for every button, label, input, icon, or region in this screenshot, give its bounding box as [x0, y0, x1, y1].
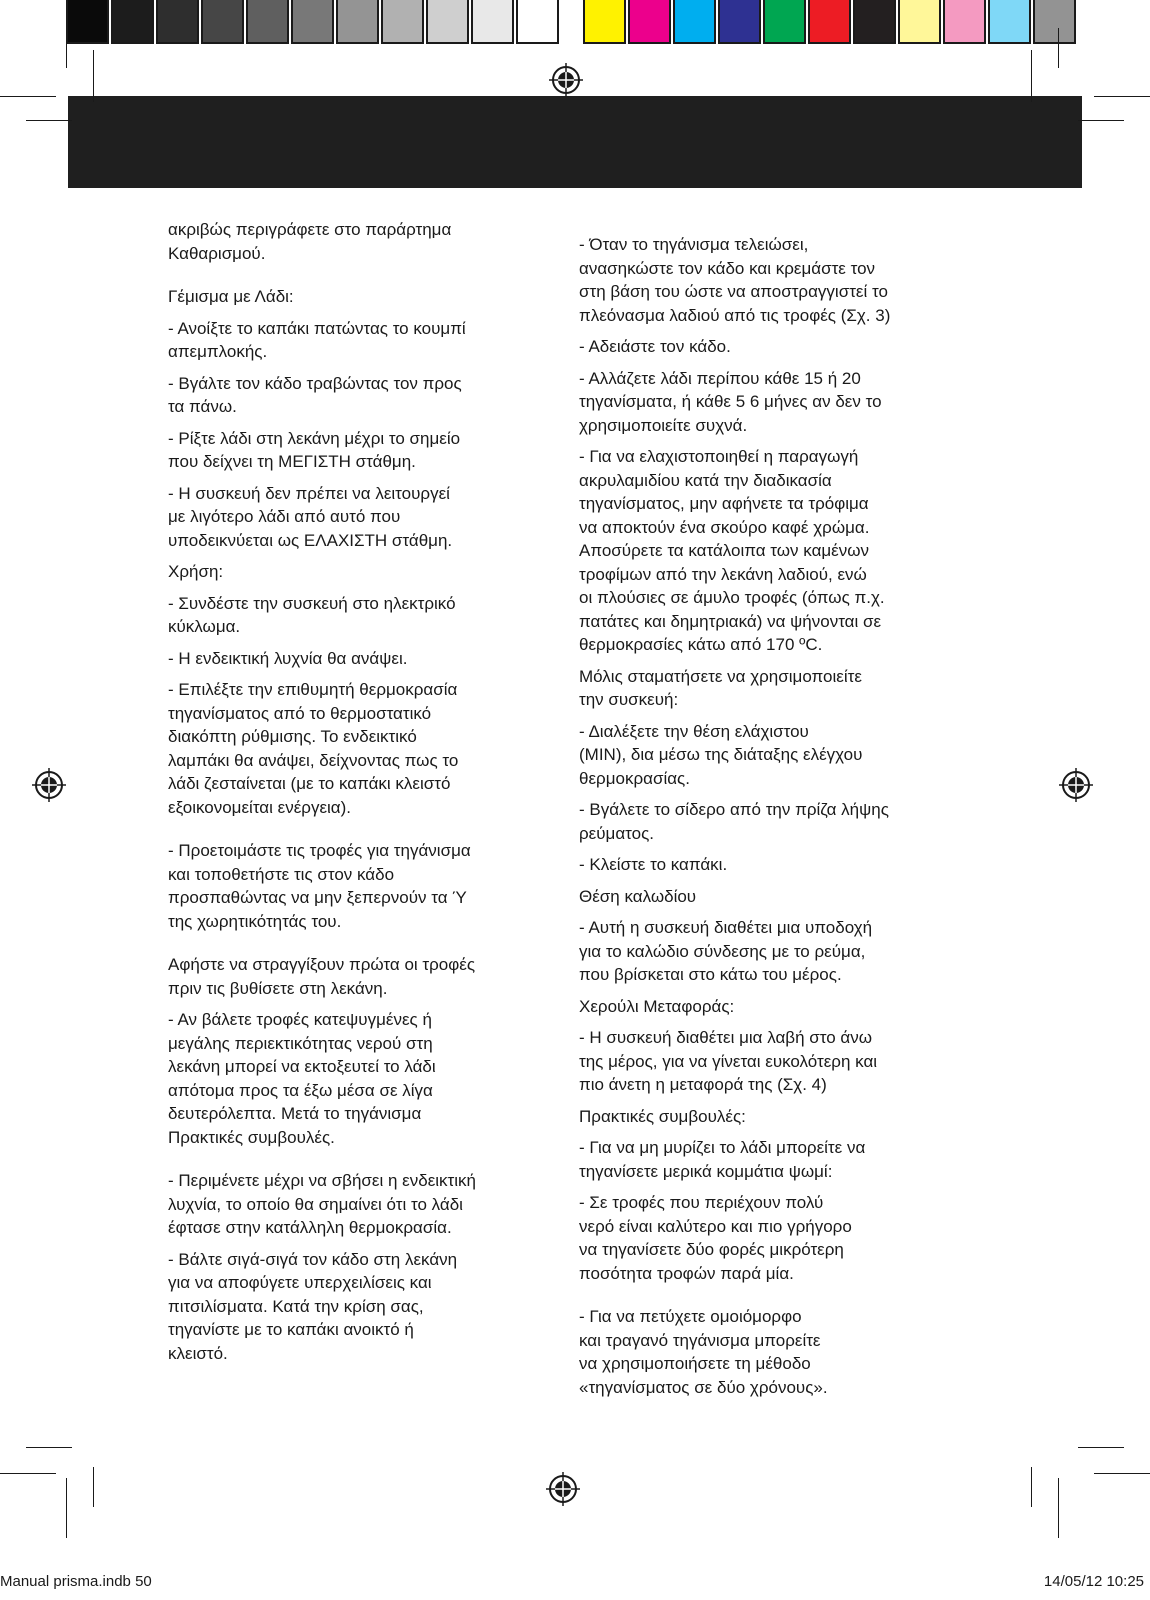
color-swatch: [156, 0, 199, 44]
color-swatch: [336, 0, 379, 44]
paragraph: - Βγάλτε τον κάδο τραβώντας τον προς τα πάνω.: [168, 373, 462, 416]
crop-mark: [1031, 50, 1032, 102]
color-swatch: [1033, 0, 1076, 44]
paragraph: Χρήση:: [168, 562, 224, 581]
paragraph: - Αν βάλετε τροφές κατεψυγμένες ή μεγάλης περιεκτικότητας νερού στη λεκάνη μπορεί να εκτοξευτεί το λάδι απότομα προς τα έξω μέσα σε λίγα δευτερόλεπτα. Μετά το τηγάνισμα Πρακτικές συμβουλές.: [168, 1010, 436, 1147]
paragraph: - Σε τροφές που περιέχουν πολύ νερό είναι καλύτερο και πιο γρήγορο να τηγανίσετε δύο φορές μικρότερη ποσότητα τροφών παρά μία.: [579, 1193, 852, 1283]
color-swatch: [471, 0, 514, 44]
crop-mark: [26, 120, 72, 121]
color-swatch: [763, 0, 806, 44]
paragraph: ακριβώς περιγράφετε στο παράρτημα Καθαρισμού.: [168, 220, 452, 263]
crop-mark: [1058, 1478, 1059, 1538]
crop-mark: [93, 1467, 94, 1507]
paragraph: - Βγάλετε το σίδερο από την πρίζα λήψης ρεύματος.: [579, 800, 889, 843]
paragraph: Αφήστε να στραγγίξουν πρώτα οι τροφές πριν τις βυθίσετε στη λεκάνη.: [168, 955, 476, 998]
paragraph: - Βάλτε σιγά-σιγά τον κάδο στη λεκάνη για να αποφύγετε υπερχειλίσεις και πιτσιλίσματα. Κατά την κρίση σας, τηγανίστε με το καπάκι ανοικτό ή κλειστό.: [168, 1249, 458, 1363]
color-swatch: [426, 0, 469, 44]
crop-mark: [1058, 28, 1059, 68]
color-swatch: [381, 0, 424, 44]
color-swatch: [583, 0, 626, 44]
grayscale-color-bar: [66, 0, 561, 48]
color-swatch: [853, 0, 896, 44]
crop-mark: [1094, 1473, 1150, 1474]
paragraph: Θέση καλωδίου: [579, 886, 697, 906]
registration-mark-icon: [32, 768, 66, 802]
color-swatch: [201, 0, 244, 44]
color-swatch: [246, 0, 289, 44]
paragraph: - Κλείστε το καπάκι.: [579, 855, 728, 874]
paragraph: - Προετοιμάστε τις τροφές για τηγάνισμα και τοποθετήστε τις στον κάδο προσπαθώντας να μην ξεπερνούν τα Ύ της χωρητικότητάς του.: [168, 841, 471, 931]
color-swatch: [943, 0, 986, 44]
crop-mark: [66, 28, 67, 68]
crop-mark: [66, 1478, 67, 1538]
color-swatch: [628, 0, 671, 44]
paragraph: - Για να μη μυρίζει το λάδι μπορείτε να τηγανίσετε μερικά κομμάτια ψωμί:: [579, 1138, 866, 1181]
crop-mark: [26, 1447, 72, 1448]
paragraph: - Επιλέξτε την επιθυμητή θερμοκρασία τηγανίσματος από το θερμοστατικό διακόπτη ρύθμισης. Το ενδεικτικό λαμπάκι θα ανάψει, δείχνοντας πως το λάδι ζεσταίνεται (με το καπάκι κλειστό εξοικονομείται ενέργεια).: [168, 680, 459, 817]
slug-date-time: 14/05/12 10:25: [1043, 1573, 1144, 1590]
paragraph: - Αδειάστε τον κάδο.: [579, 337, 731, 356]
crop-mark: [0, 96, 56, 97]
paragraph: - Αυτή η συσκευή διαθέτει μια υποδοχή για το καλώδιο σύνδεσης με το ρεύμα, που βρίσκεται στο κάτω του μέρος.: [579, 918, 873, 984]
registration-mark-icon: [549, 63, 583, 97]
process-color-bar: [583, 0, 1078, 48]
slug-file-info: Manual prisma.indb 50: [0, 1573, 152, 1590]
paragraph: - Διαλέξετε την θέση ελάχιστου (MIN), δια μέσω της διάταξης ελέγχου θερμοκρασίας.: [579, 721, 863, 788]
paragraph: - Για να πετύχετε ομοιόμορφο και τραγανό τηγάνισμα μπορείτε να χρησιμοποιήσετε τη μέθοδο «τηγανίσματος σε δύο χρόνους».: [579, 1307, 828, 1397]
right-text-column: [579, 233, 959, 1407]
crop-mark: [1078, 120, 1124, 121]
color-swatch: [111, 0, 154, 44]
color-swatch: [718, 0, 761, 44]
crop-mark: [1078, 1447, 1124, 1448]
registration-mark-icon: [1059, 768, 1093, 802]
paragraph: - Η συσκευή δεν πρέπει να λειτουργεί με λιγότερο λάδι από αυτό που υποδεικνύεται ως ΕΛΑΧΙΣΤΗ στάθμη.: [168, 483, 453, 550]
crop-mark: [1094, 96, 1150, 97]
color-swatch: [291, 0, 334, 44]
paragraph: Χερούλι Μεταφοράς:: [579, 996, 735, 1016]
paragraph: - Όταν το τηγάνισμα τελειώσει, ανασηκώστε τον κάδο και κρεμάστε τον στη βάση του ώστε να αποστραγγιστεί το πλεόνασμα λαδιού από τις τροφές (Σχ. 3): [579, 235, 891, 325]
paragraph: Μόλις σταματήσετε να χρησιμοποιείτε την συσκευή:: [579, 666, 862, 709]
paragraph: - Αλλάζετε λάδι περίπου κάθε 15 ή 20 τηγανίσματα, ή κάθε 5 6 μήνες αν δεν το χρησιμοποιείτε συχνά.: [579, 368, 882, 435]
color-swatch: [898, 0, 941, 44]
paragraph: - Περιμένετε μέχρι να σβήσει η ενδεικτική λυχνία, το οποίο θα σημαίνει ότι το λάδι έφτασε στην κατάλληλη θερμοκρασία.: [168, 1171, 476, 1237]
registration-mark-icon: [546, 1472, 580, 1506]
paragraph: - Η συσκευή διαθέτει μια λαβή στο άνω της μέρος, για να γίνεται ευκολότερη και πιο άνετη η μεταφορά της (Σχ. 4): [579, 1028, 878, 1094]
crop-mark: [0, 1473, 56, 1474]
color-swatch: [673, 0, 716, 44]
crop-mark: [1031, 1467, 1032, 1507]
paragraph: - Συνδέστε την συσκευή στο ηλεκτρικό κύκλωμα.: [168, 593, 456, 636]
paragraph: - Ανοίξτε το καπάκι πατώντας το κουμπί απεμπλοκής.: [168, 318, 466, 361]
color-swatch: [516, 0, 559, 44]
color-swatch: [66, 0, 109, 44]
paragraph: - Για να ελαχιστοποιηθεί η παραγωγή ακρυλαμιδίου κατά την διαδικασία τηγανίσματος, μην αφήνετε τα τρόφιμα να αποκτούν ένα σκούρο καφέ χρώμα. Αποσύρετε τα κατάλοιπα των καμένων τροφίμων από την λεκάνη λαδιού, ενώ οι πλούσιες σε άμυλο τροφές (όπως π.χ. πατάτες και δημητριακά) να ψήνονται σε θερμοκρασίες κάτω από 170 ºC.: [579, 447, 885, 654]
color-swatch: [988, 0, 1031, 44]
paragraph: Γέμισμα με Λάδι:: [168, 287, 294, 306]
paragraph: Πρακτικές συμβουλές:: [579, 1106, 746, 1126]
color-swatch: [808, 0, 851, 44]
crop-mark: [93, 50, 94, 102]
left-text-column: [168, 218, 548, 1373]
header-bar: [68, 96, 1082, 188]
paragraph: - Ρίξτε λάδι στη λεκάνη μέχρι το σημείο που δείχνει τη ΜΕΓΙΣΤΗ στάθμη.: [168, 428, 461, 471]
paragraph: - Η ενδεικτική λυχνία θα ανάψει.: [168, 648, 408, 668]
